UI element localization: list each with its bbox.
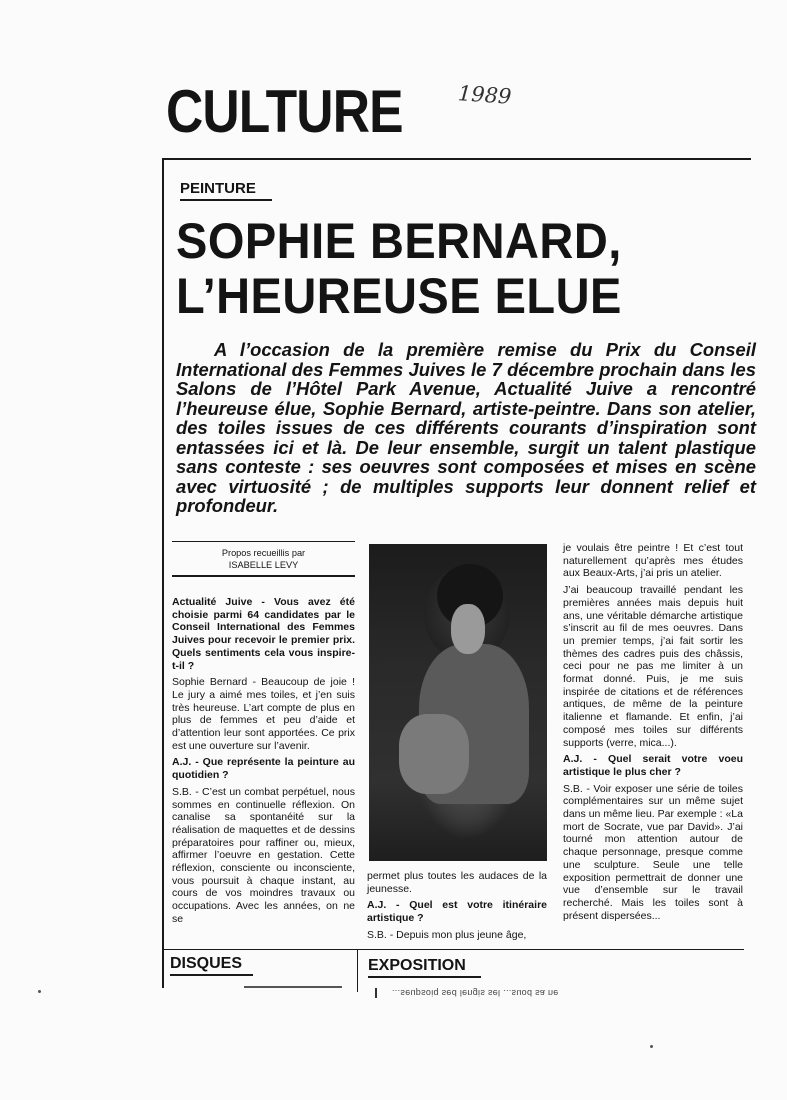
answer: S.B. - Voir exposer une série de toiles complémentaires sur un même sujet dans un même lieu. Par exemple : «La mort de Socrate, vue par David». J’ai tourné mon attention autour de chaque personnage, presque comme une sculpture. Seule une telle exposition permettrait de donner une vue d’ensemble sur le travail recherché. Mais les toiles sont à présent dispersées...: [563, 782, 743, 922]
byline-name: ISABELLE LEVY: [228, 560, 299, 570]
photo-arm: [399, 714, 469, 794]
footer-section-disques: DISQUES: [170, 955, 253, 976]
answer: S.B. - C’est un combat perpétuel, nous sommes en continuelle réflexion. On canalise sa spontanéité sur la réalisation de maquettes et de dessins préparatoires pour raffiner ou, mieux, affirmer l’oeuvre en gestation. Cette réflexion, consciente ou inconsciente, vous poursuit à chaque instant, au cours de vos moindres travaux ou occupations. Avec les années, on ne se: [172, 785, 355, 925]
article-column-2: [367, 870, 547, 946]
answer: je voulais être peintre ! Et c’est tout naturellement qu’après mes études aux Beaux-Arts, j’ai pris un atelier.: [563, 542, 743, 580]
artist-photo: [369, 544, 547, 861]
photo-face: [451, 604, 485, 654]
byline: [172, 541, 355, 577]
article-column-1: [172, 596, 355, 930]
answer: permet plus toutes les audaces de la jeunesse.: [367, 870, 547, 895]
answer: Sophie Bernard - Beaucoup de joie ! Le jury a aimé mes toiles, et j’en suis très heureuse. L’art compte de plus en plus de femmes et peu d’aide et d’attention leur sont apportées. Ce prix est une ouverture sur l’avenir.: [172, 676, 355, 752]
footer-section-exposition: EXPOSITION: [368, 957, 481, 978]
article-column-3: [563, 542, 743, 926]
answer: J’ai beaucoup travaillé pendant les premières années mais depuis huit ans, une véritable démarche artistique s’inscrit au fil de mes oeuvres. Dans un premier temps, j’ai fait sortir les thèmes des cadres puis des châssis, ceci pour ne pas me limiter à un format donné. Puis, je me suis inspirée de citations et de références antiques, de même de la peinture italienne et flamande. Et enfin, j’ai composé mes toiles sur différents supports (verre, mica...).: [563, 584, 743, 749]
section-title: CULTURE: [166, 78, 403, 145]
question: Actualité Juive - Vous avez été choisie parmi 64 candidates par le Conseil International des Femmes Juives pour recevoir le premier prix. Quels sentiments cela vous inspire-t-il ?: [172, 596, 355, 672]
bleed-through-text: ...seupsoiq sed lengis sel ...suod sa ne: [392, 988, 559, 998]
footer-divider: [164, 949, 744, 950]
article-lead: A l’occasion de la première remise du Prix du Conseil International des Femmes Juives le 7 décembre prochain dans les Salons de l’Hôtel Park Avenue, Actualité Juive a rencontré l’heureuse élue, Sophie Bernard, artiste-peintre. Dans son atelier, des toiles issues de ces différents courants d’inspiration sont entassées ici et là. De leur ensemble, surgit un talent plastique sans conteste : ses oeuvres sont composées et mises en scène avec virtuosité ; de multiples supports leur donnent relief et profondeur.: [176, 339, 756, 516]
question: A.J. - Que représente la peinture au quotidien ?: [172, 756, 355, 782]
article-headline: [176, 214, 740, 324]
handwritten-year: 1989: [457, 81, 513, 109]
headline-line-2: L’HEUREUSE ELUE: [176, 268, 622, 324]
byline-label: Propos recueillis par: [221, 548, 306, 558]
scan-speck: [650, 1045, 653, 1048]
answer: S.B. - Depuis mon plus jeune âge,: [367, 928, 527, 941]
headline-line-1: SOPHIE BERNARD,: [176, 213, 622, 269]
footer-column-divider: [357, 950, 358, 992]
footer-dash: [244, 986, 342, 988]
question: A.J. - Quel serait votre voeu artistique le plus cher ?: [563, 753, 743, 778]
article-kicker: PEINTURE: [180, 180, 272, 201]
scan-speck: [38, 990, 41, 993]
footer-tick: [375, 988, 377, 998]
question: A.J. - Quel est votre itinéraire artistique ?: [367, 899, 547, 925]
